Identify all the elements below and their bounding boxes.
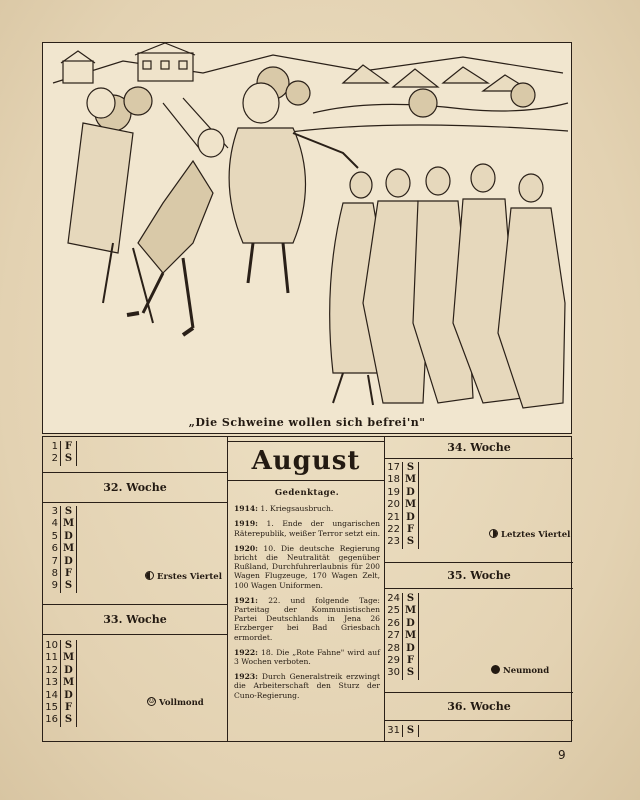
event-text: 10. Die deutsche Regierung bricht die Neutralität gegenüber Rußland, Durchfuhrerlaubnis für 200 Wagen Flugzeuge, 170 Wagen Zelt, 100 Wagen Uniformen.	[234, 543, 380, 590]
month-title: August	[228, 441, 384, 481]
moon-phase-label: Neumond	[503, 666, 550, 676]
day-group-aug-3-9	[43, 503, 227, 605]
day-number: 19	[387, 486, 400, 498]
day-row	[43, 652, 227, 664]
day-row	[43, 665, 227, 677]
day-number: 20	[387, 499, 400, 511]
day-row	[385, 499, 573, 511]
weekday-letter: M	[60, 518, 77, 530]
weekday-letter: D	[60, 531, 77, 543]
moon-phase-label: Vollmond	[159, 698, 204, 708]
weekday-letter: F	[60, 441, 77, 453]
day-row	[43, 531, 227, 543]
day-row	[43, 543, 227, 555]
memorial-days-title: Gedenktage.	[274, 488, 340, 498]
weekday-letter: D	[402, 643, 419, 655]
weekday-letter: M	[402, 605, 419, 617]
illustration	[42, 42, 572, 434]
weekday-letter: D	[60, 556, 77, 568]
moon-phase-new	[491, 665, 549, 676]
weekday-letter: M	[402, 630, 419, 642]
day-row	[385, 643, 573, 655]
day-number: 17	[387, 462, 400, 473]
day-row	[385, 618, 573, 630]
day-row	[43, 441, 227, 453]
day-number: 22	[387, 523, 400, 535]
day-row	[385, 487, 573, 499]
weekday-letter: M	[60, 677, 77, 689]
day-number: 10	[45, 640, 58, 651]
weekday-letter: D	[60, 690, 77, 702]
day-number: 18	[387, 474, 400, 486]
weekday-letter: F	[60, 702, 77, 714]
day-row	[43, 506, 227, 518]
event-text: 1. Ende der ungarischen Räterepublik, weißer Terror setzt ein.	[234, 519, 381, 538]
memorial-event	[234, 648, 380, 666]
weekday-letter: D	[402, 618, 419, 630]
event-text: 18. Die „Rote Fahne" wird auf 3 Wochen verboten.	[234, 647, 381, 667]
day-row	[385, 593, 573, 605]
day-number: 23	[387, 536, 400, 548]
day-number: 9	[51, 580, 58, 592]
weekday-letter: S	[60, 714, 77, 726]
day-row	[43, 453, 227, 465]
page-number: 9	[558, 748, 566, 762]
day-row	[43, 518, 227, 530]
calendar-left-column	[43, 437, 227, 741]
weekday-letter: M	[60, 543, 77, 555]
day-row	[43, 580, 227, 592]
event-year: 1921:	[234, 595, 258, 605]
week-label-33: 33. Woche	[43, 605, 227, 635]
weekday-letter: S	[60, 640, 77, 652]
day-group-aug-31	[385, 721, 573, 743]
event-year: 1923:	[234, 672, 258, 682]
last-quarter-moon-icon	[489, 529, 498, 538]
day-number: 14	[45, 689, 58, 701]
weekday-letter: D	[402, 512, 419, 524]
day-number: 31	[387, 725, 400, 736]
day-number: 26	[387, 617, 400, 629]
event-year: 1914:	[234, 504, 258, 514]
day-number: 6	[51, 543, 58, 555]
moon-phase-label: Erstes Viertel	[157, 572, 222, 582]
moon-phase-last-quarter	[489, 529, 570, 540]
weekday-letter: D	[60, 665, 77, 677]
day-number: 29	[387, 654, 400, 666]
weekday-letter: S	[402, 462, 419, 474]
event-year: 1920:	[234, 543, 258, 553]
memorial-event	[234, 519, 380, 537]
memorial-days	[234, 489, 380, 706]
weekday-letter: M	[60, 652, 77, 664]
new-moon-icon	[491, 665, 500, 674]
day-number: 4	[51, 518, 58, 530]
weekday-letter: D	[402, 487, 419, 499]
day-number: 21	[387, 511, 400, 523]
day-number: 7	[51, 555, 58, 567]
event-text: 1. Kriegsausbruch.	[260, 504, 334, 514]
day-number: 3	[51, 506, 58, 517]
calendar-grid	[42, 436, 572, 742]
day-number: 13	[45, 677, 58, 689]
day-number: 16	[45, 714, 58, 726]
day-row	[385, 512, 573, 524]
day-row	[385, 605, 573, 617]
moon-phase-full	[147, 697, 204, 708]
day-number: 25	[387, 605, 400, 617]
day-number: 30	[387, 667, 400, 679]
event-text: 22. und folgende Tage: Parteitag der Kommunistischen Partei Deutschlands in Jena 26 Erzberger bei Bad Griesbach ermordet.	[234, 595, 380, 642]
weekday-letter: M	[402, 474, 419, 486]
week-label-35: 35. Woche	[385, 563, 573, 589]
full-moon-icon	[147, 697, 156, 706]
day-row	[385, 630, 573, 642]
day-row	[385, 725, 573, 737]
weekday-letter: M	[402, 499, 419, 511]
moon-phase-first-quarter	[145, 571, 222, 582]
day-row	[43, 714, 227, 726]
moon-phase-label: Letztes Viertel	[501, 530, 571, 540]
day-number: 24	[387, 593, 400, 604]
calendar-right-column	[385, 437, 573, 741]
weekday-letter: S	[402, 725, 419, 737]
day-number: 15	[45, 701, 58, 713]
day-number: 11	[45, 652, 58, 664]
day-number: 8	[51, 567, 58, 579]
day-number: 5	[51, 530, 58, 542]
day-number: 12	[45, 664, 58, 676]
weekday-letter: S	[60, 580, 77, 592]
weekday-letter: S	[402, 593, 419, 605]
week-label-36: 36. Woche	[385, 693, 573, 721]
memorial-event	[234, 596, 380, 642]
day-number: 1	[51, 441, 58, 452]
weekday-letter: F	[60, 568, 77, 580]
event-year: 1919:	[234, 519, 258, 529]
day-row	[43, 640, 227, 652]
memorial-event	[234, 672, 380, 700]
weekday-letter: F	[402, 655, 419, 667]
day-row	[385, 462, 573, 474]
week-label-34: 34. Woche	[385, 437, 573, 459]
political-cartoon-drawing	[43, 43, 572, 434]
day-row	[43, 556, 227, 568]
memorial-event	[234, 504, 380, 513]
day-group-aug-10-16	[43, 635, 227, 743]
illustration-caption: „Die Schweine wollen sich befrei'n"	[188, 416, 426, 429]
weekday-letter: S	[60, 506, 77, 518]
week-label-32: 32. Woche	[43, 473, 227, 503]
event-year: 1922:	[234, 647, 258, 657]
memorial-event	[234, 544, 380, 590]
day-number: 2	[51, 453, 58, 465]
day-group-aug-17-23	[385, 459, 573, 563]
weekday-letter: S	[402, 536, 419, 548]
day-number: 27	[387, 630, 400, 642]
weekday-letter: S	[60, 453, 77, 465]
day-row	[43, 677, 227, 689]
calendar-middle-column	[227, 437, 385, 741]
event-text: Durch Generalstreik erzwingt die Arbeiterschaft den Sturz der Cuno-Regierung.	[234, 672, 380, 700]
first-quarter-moon-icon	[145, 571, 154, 580]
day-group-aug-24-30	[385, 589, 573, 693]
day-number: 28	[387, 642, 400, 654]
weekday-letter: S	[402, 667, 419, 679]
weekday-letter: F	[402, 524, 419, 536]
day-row	[385, 474, 573, 486]
day-group-aug-1-2	[43, 437, 227, 473]
